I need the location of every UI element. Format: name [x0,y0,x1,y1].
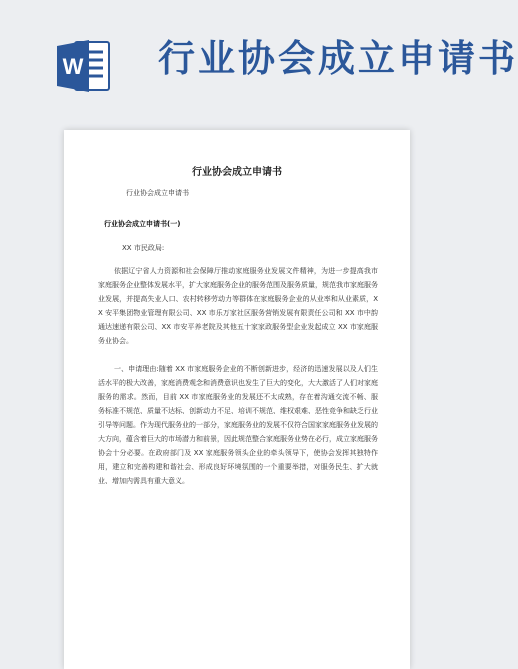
document-page [64,130,410,669]
section-heading: 行业协会成立申请书(一) [104,220,181,228]
banner-title: 行业协会成立申请书 [158,37,518,80]
header-banner [0,0,518,115]
document-subtitle: 行业协会成立申请书 [126,189,189,197]
document-title: 行业协会成立申请书 [192,167,282,178]
word-icon-letter: W [62,54,84,79]
paragraph-intro: 依据辽宁省人力资源和社会保障厅推动家庭服务业发展文件精神，为进一步提高我市家庭服务企业整体发展水平，扩大家庭服务企业的服务范围及服务质量，规范我市家庭服务业发展，并提高失业人口、农村转移劳动力等群体在家庭服务企业的从业率和从业素质，XX 安平集团物业管理有限公司、XX 市乐万家社区服务营销发展有限责任公司和 XX 市中韵通达速递有限公司、XX 市安平养老院及其他五十家家政服务型企业发起成立 XX 市家庭服务业协会。 [98,267,378,345]
word-document-icon [55,38,111,94]
paragraph-reason: 一、申请理由:随着 XX 市家庭服务企业的不断创新进步，经济的迅速发展以及人们生活水平的极大改善，家庭消费观念和消费意识也发生了巨大的变化，大大激活了人们对家庭服务的需求。然而，目前 XX 市家庭服务业的发展还不太成熟，存在着沟通交流不畅、服务标准不规范、质量不达标、创新动力不足、培训不规范、维权艰难、恶性竞争和缺乏行业引导等问题。作为现代服务业的一部分，家庭服务业的发展不仅符合国家家庭服务业发展的大方向，蕴含着巨大的市场潜力和前景，因此规范整合家庭服务业势在必行，成立家庭服务协会十分必要。在政府部门及 XX 家庭服务领头企业的牵头领导下，使协会发挥其独特作用，建立和完善构建和谐社会、形成良好环境氛围的一个重要举措，对服务民生、扩大就业、增加内需具有重大意义。 [98,365,378,485]
salutation: XX 市民政局: [122,244,165,252]
